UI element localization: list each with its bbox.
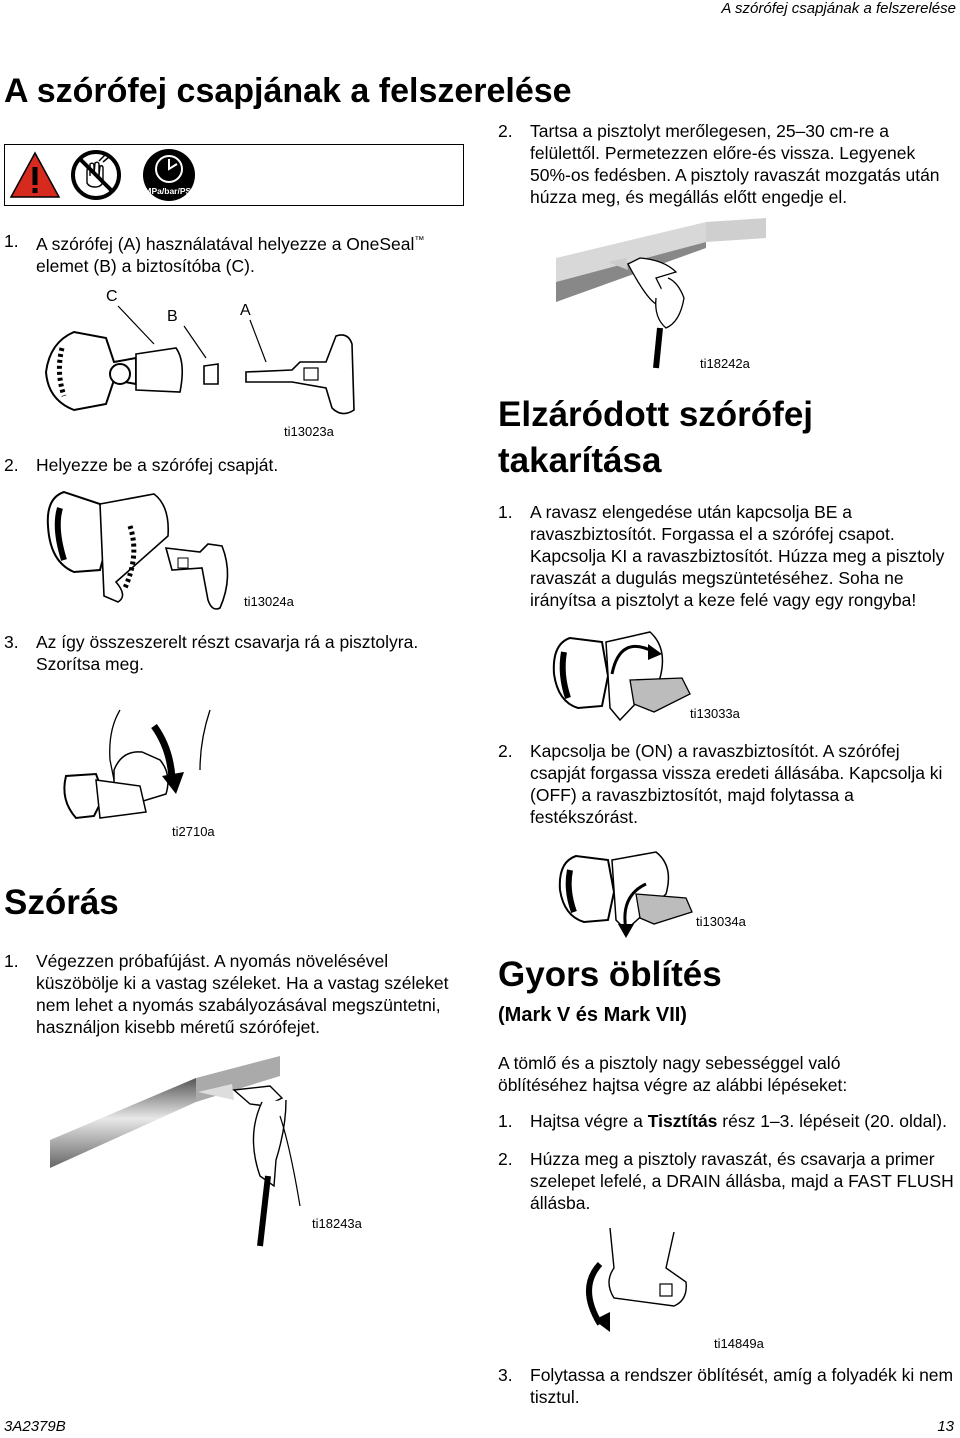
figure-tag: ti13024a	[244, 594, 294, 609]
step-number: 2.	[498, 1149, 513, 1169]
page-title: A szórófej csapjának a felszerelése	[4, 72, 572, 110]
spray-step-1	[4, 950, 468, 1038]
flush-step-2	[498, 1148, 954, 1214]
figure-tag: ti13033a	[690, 706, 740, 721]
step-number: 1.	[498, 502, 513, 522]
step-text: A szórófej (A) használatával helyezze a OneSeal™ elemet (B) a biztosítóba (C).	[36, 233, 425, 276]
step-text: Tartsa a pisztolyt merőlegesen, 25–30 cm-re a felülettől. Permetezzen előre-és vissza. Legyenek 50%-os fedésben. A pisztoly ravaszát mozgatás után húzza meg, és megállás előtt engedje el.	[530, 121, 940, 207]
page-number: 13	[937, 1418, 954, 1435]
step-text: Kapcsolja be (ON) a ravaszbiztosítót. A szórófej csapját forgassa vissza eredeti állásába. Kapcsolja ki (OFF) a ravaszbiztosítót, majd folytassa a festékszórást.	[530, 741, 943, 827]
section-heading-spray: Szórás	[4, 883, 119, 922]
step-text: Az így összeszerelt részt csavarja rá a pisztolyra. Szorítsa meg.	[36, 632, 419, 674]
step-number: 2.	[498, 741, 513, 761]
install-step-3	[4, 631, 464, 675]
figure-tag: ti13034a	[696, 914, 746, 929]
install-step-2	[4, 454, 464, 476]
prime-valve-illustration	[570, 1228, 720, 1338]
step-number: 1.	[4, 231, 19, 251]
spray-overlap-illustration	[556, 218, 766, 368]
label-a: A	[240, 302, 251, 319]
no-hands-icon	[69, 149, 123, 201]
tighten-tip-illustration	[60, 690, 220, 840]
step-text: Húzza meg a pisztoly ravaszát, és csavarja a primer szelepet lefelé, a DRAIN állásba, majd a FAST FLUSH állásba.	[530, 1149, 954, 1213]
step-text: Hajtsa végre a Tisztítás rész 1–3. lépéseit (20. oldal).	[530, 1111, 947, 1131]
rotate-tip-back-illustration	[556, 850, 706, 940]
step-text: Végezzen próbafújást. A nyomás növelésével küszöbölje ki a vastag széleket. Ha a vastag széleket nem lehet a nyomás szabályozásával megszüntetni, használjon kisebb méretű szórófejet.	[36, 951, 449, 1037]
figure-tag: ti13023a	[284, 424, 334, 439]
pressure-badge-text: MPa/bar/PSI	[144, 186, 194, 196]
warning-triangle-icon	[9, 151, 61, 199]
rotate-tip-illustration	[550, 624, 700, 734]
running-header: A szórófej csapjának a felszerelése	[721, 0, 956, 17]
step-number: 2.	[4, 455, 19, 475]
step-text: Helyezze be a szórófej csapját.	[36, 455, 279, 475]
step-number: 3.	[4, 632, 19, 652]
clog-step-2	[498, 740, 954, 828]
spraying-wall-illustration	[50, 1056, 310, 1246]
step-number: 2.	[498, 121, 513, 141]
section-heading-quick-flush: Gyors öblítés	[498, 955, 722, 994]
step-number: 1.	[498, 1111, 513, 1131]
step-text: A ravasz elengedése után kapcsolja BE a ravaszbiztosítót. Forgassa el a szórófej csapot. Kapcsolja KI a ravaszbiztosítót. Húzza meg a pisztoly ravaszát a dugulás megszüntetéséhez. Soha ne irányítsa a pisztolyt a keze felé vagy egy rongyba!	[530, 502, 945, 610]
figure-tag: ti18242a	[700, 356, 750, 371]
label-c: C	[106, 288, 118, 305]
figure-tag: ti2710a	[172, 824, 215, 839]
warning-symbols-box	[4, 144, 464, 206]
figure-tag: ti14849a	[714, 1336, 764, 1351]
figure-tag: ti18243a	[312, 1216, 362, 1231]
step-text: Folytassa a rendszer öblítését, amíg a folyadék ki nem tisztul.	[530, 1365, 954, 1407]
step-number: 3.	[498, 1365, 513, 1385]
step-number: 1.	[4, 951, 19, 971]
section-heading-clogged-tip: Elzáródott szórófej takarítása	[498, 395, 814, 480]
section-subheading: (Mark V és Mark VII)	[498, 1004, 687, 1026]
spray-step-2	[498, 120, 954, 208]
flush-step-3	[498, 1364, 954, 1408]
tip-guard-exploded-illustration	[36, 292, 366, 422]
document-id: 3A2379B	[4, 1418, 66, 1435]
flush-intro: A tömlő és a pisztoly nagy sebességgel való öblítéséhez hajtsa végre az alábbi lépéseket:	[498, 1053, 848, 1095]
label-b: B	[167, 308, 178, 325]
flush-step-1	[498, 1110, 954, 1132]
install-step-1	[4, 230, 464, 277]
pressure-relief-icon	[137, 147, 201, 203]
clog-step-1	[498, 501, 954, 611]
tip-insert-illustration	[44, 486, 244, 616]
